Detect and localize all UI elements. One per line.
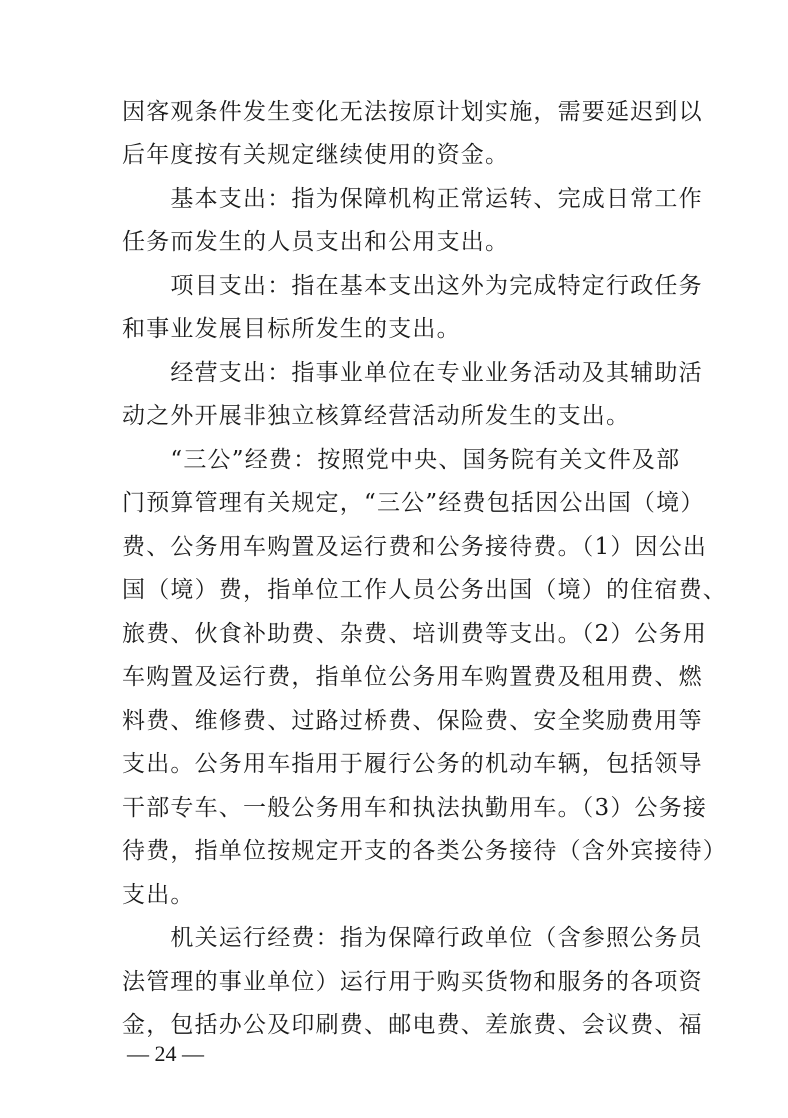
body-text-line: 金，包括办公及印刷费、邮电费、差旅费、会议费、福	[122, 1012, 703, 1038]
body-text-line: 门预算管理有关规定，“三公”经费包括因公出国（境）	[122, 490, 705, 516]
body-text-line: 基本支出：指为保障机构正常运转、完成日常工作	[122, 186, 703, 212]
body-text-line: 国（境）费，指单位工作人员公务出国（境）的住宿费、	[122, 577, 727, 603]
body-text-line: 费、公务用车购置及运行费和公务接待费。（1）因公出	[122, 534, 708, 560]
body-text-line: 因客观条件发生变化无法按原计划实施，需要延迟到以	[122, 99, 703, 125]
body-text-line: 支出。	[122, 882, 195, 908]
body-text-line: 车购置及运行费，指单位公务用车购置费及租用费、燃	[122, 664, 703, 690]
body-text-line: 旅费、伙食补助费、杂费、培训费等支出。（2）公务用	[122, 621, 708, 647]
page-number: — 24 —	[127, 1041, 204, 1066]
body-text-line: 机关运行经费：指为保障行政单位（含参照公务员	[122, 925, 703, 951]
body-text-line: 后年度按有关规定继续使用的资金。	[122, 142, 510, 168]
body-text-line: “三公”经费：按照党中央、国务院有关文件及部	[122, 447, 681, 473]
body-text-line: 法管理的事业单位）运行用于购买货物和服务的各项资	[122, 969, 703, 995]
body-text-line: 项目支出：指在基本支出这外为完成特定行政任务	[122, 273, 703, 299]
body-text-line: 经营支出：指事业单位在专业业务活动及其辅助活	[122, 360, 703, 386]
body-text-line: 支出。公务用车指用于履行公务的机动车辆，包括领导	[122, 751, 703, 777]
body-text-line: 料费、维修费、过路过桥费、保险费、安全奖励费用等	[122, 708, 703, 734]
body-text-line: 任务而发生的人员支出和公用支出。	[122, 229, 510, 255]
body-text-line: 待费，指单位按规定开支的各类公务接待（含外宾接待）	[122, 838, 727, 864]
body-text-line: 和事业发展目标所发生的支出。	[122, 316, 461, 342]
body-text-line: 动之外开展非独立核算经营活动所发生的支出。	[122, 403, 631, 429]
body-text-line: 干部专车、一般公务用车和执法执勤用车。（3）公务接	[122, 795, 708, 821]
